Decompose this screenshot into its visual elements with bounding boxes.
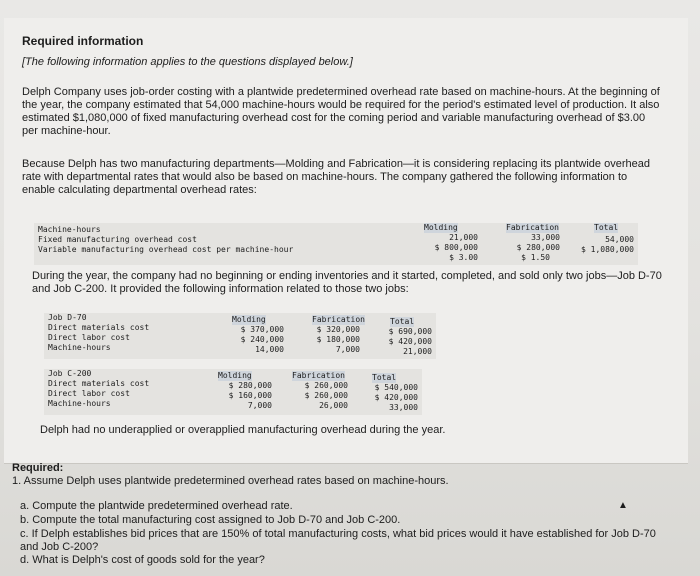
cell-value: 54,000 [605,235,634,244]
col-header-molding: Molding [424,223,458,232]
row-label: Direct materials cost [48,379,150,388]
row-label: Direct materials cost [48,323,150,332]
col-header-fabrication: Fabrication [312,315,365,324]
question-c[interactable]: c. If Delph establishes bid prices that are 150% of total manufacturing costs, what bid prices would it have established for Job D-70 and Job C-200? [20,528,656,553]
cell-value: 21,000 [403,347,432,356]
row-label: Machine-hours [38,225,101,234]
departments-paragraph: Because Delph has two manufacturing departments—Molding and Fabrication—it is considering replacing its plantwide overhead rate with departmental rates that would also be based on machine-hours. The company gathered the following information to enable calculating departmental overhead rates: [22,158,650,196]
cell-value: 33,000 [531,233,560,242]
row-label: Direct labor cost [48,333,130,342]
cell-value: 26,000 [319,401,348,410]
cell-value: $ 370,000 [240,325,284,334]
cell-value: $ 420,000 [374,393,418,402]
cell-value: $ 180,000 [316,335,360,344]
cell-value: $ 260,000 [304,381,348,390]
question-a[interactable]: a. Compute the plantwide predetermined overhead rate. [20,500,293,512]
jobs-paragraph: During the year, the company had no beginning or ending inventories and it started, completed, and sold only two jobs—Job D-70 and Job C-200. It provided the following information related to those two jobs: [32,270,662,295]
question-d[interactable]: d. What is Delph's cost of goods sold for the year? [20,554,265,566]
cell-value: $ 260,000 [304,391,348,400]
col-header-fabrication: Fabrication [292,371,345,380]
cell-value: $ 540,000 [374,383,418,392]
info-note: [The following information applies to the questions displayed below.] [22,56,353,68]
col-header-total: Total [390,317,415,326]
required-information-title: Required information [22,34,144,48]
col-header-total: Total [594,223,619,232]
row-label: Variable manufacturing overhead cost per machine-hour [38,245,294,254]
cell-value: $ 690,000 [388,327,432,336]
cell-value: 21,000 [449,233,478,242]
cell-value: $ 1,080,000 [581,245,634,254]
row-label: Machine-hours [48,399,111,408]
row-label: Machine-hours [48,343,111,352]
table-title: Job D-70 [48,313,87,322]
cell-value: $ 320,000 [316,325,360,334]
cell-value: 14,000 [255,345,284,354]
required-label: Required: [12,462,64,474]
cell-value: $ 800,000 [434,243,478,252]
cell-value: 7,000 [247,401,272,410]
row-label: Fixed manufacturing overhead cost [38,235,197,244]
cell-value: $ 280,000 [516,243,560,252]
job-d70-table [44,313,436,359]
cell-value: $ 280,000 [228,381,272,390]
cell-value: 7,000 [335,345,360,354]
table-title: Job C-200 [48,369,92,378]
mouse-pointer-icon: ▲ [618,500,628,511]
col-header-total: Total [372,373,397,382]
required-section [12,462,449,488]
cell-value: 33,000 [389,403,418,412]
cell-value: $ 420,000 [388,337,432,346]
cell-value: $ 3.00 [449,253,478,262]
question-b[interactable]: b. Compute the total manufacturing cost assigned to Job D-70 and Job C-200. [20,514,401,526]
cell-value: $ 160,000 [228,391,272,400]
cell-value: $ 1.50 [521,253,550,262]
overhead-note-paragraph: Delph had no underapplied or overapplied manufacturing overhead during the year. [40,424,446,436]
required-item-1: 1. Assume Delph uses plantwide predetermined overhead rates based on machine-hours. [12,475,449,487]
intro-paragraph: Delph Company uses job-order costing with a plantwide predetermined overhead rate based on machine-hours. At the beginning of the year, the company estimated that 54,000 machine-hours would be required for the period's estimated level of production. It also estimated $1,080,000 of fixed manufacturing overhead cost for the coming period and variable manufacturing overhead of $3.00 per machine-hour. [22,86,660,137]
col-header-molding: Molding [232,315,266,324]
col-header-molding: Molding [218,371,252,380]
row-label: Direct labor cost [48,389,130,398]
col-header-fabrication: Fabrication [506,223,559,232]
job-c200-table [44,369,422,415]
cell-value: $ 240,000 [240,335,284,344]
department-overhead-table [34,223,638,265]
